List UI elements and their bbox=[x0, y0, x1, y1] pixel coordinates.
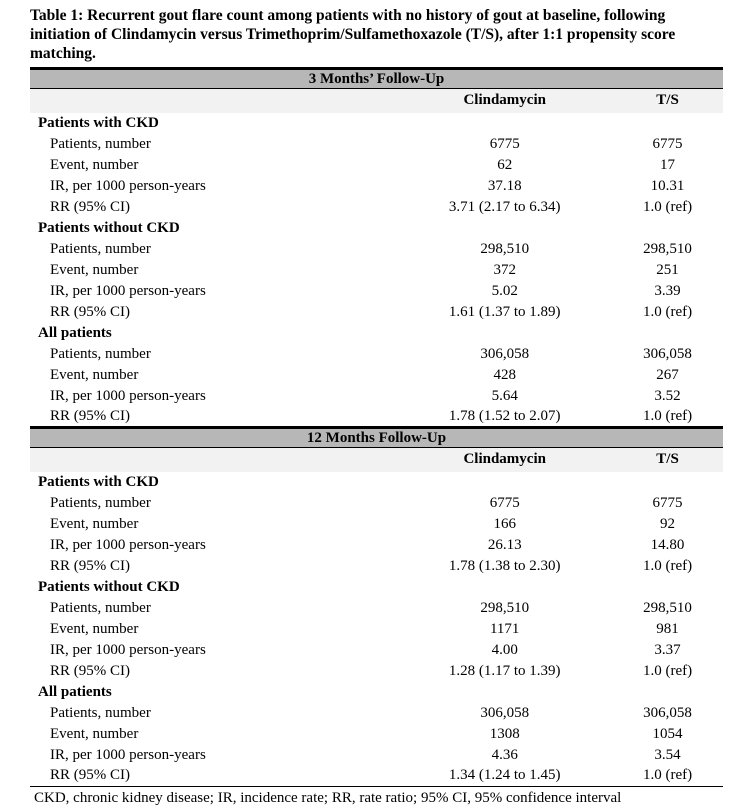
table-row bbox=[30, 302, 723, 323]
group-header-row bbox=[30, 472, 723, 493]
clindamycin-value: 5.02 bbox=[491, 282, 518, 299]
row-label: IR, per 1000 person-years bbox=[50, 536, 206, 553]
table-row bbox=[30, 197, 723, 218]
clindamycin-value: 1.28 (1.17 to 1.39) bbox=[448, 662, 561, 679]
ts-value: 981 bbox=[656, 620, 679, 637]
row-label: IR, per 1000 person-years bbox=[50, 746, 206, 763]
table-row bbox=[30, 745, 723, 766]
column-header-row bbox=[30, 448, 723, 472]
group-header-row bbox=[30, 323, 723, 344]
clindamycin-value: 1.61 (1.37 to 1.89) bbox=[448, 303, 561, 320]
section-band-row bbox=[30, 428, 723, 448]
section-heading: 12 Months Follow-Up bbox=[30, 428, 723, 448]
clindamycin-value: 372 bbox=[493, 261, 516, 278]
ts-value: 92 bbox=[660, 515, 676, 532]
column-header-clindamycin: Clindamycin bbox=[397, 89, 612, 113]
ts-value: 1.0 (ref) bbox=[612, 766, 723, 787]
table-row bbox=[30, 407, 723, 428]
ts-value: 306,058 bbox=[643, 704, 692, 721]
row-label: Event, number bbox=[50, 261, 139, 278]
empty-header-cell bbox=[30, 89, 397, 113]
ts-value: 17 bbox=[660, 156, 676, 173]
table-row bbox=[30, 661, 723, 682]
gout-flare-table bbox=[30, 67, 723, 787]
column-header-ts: T/S bbox=[612, 448, 723, 472]
column-header-ts: T/S bbox=[612, 89, 723, 113]
clindamycin-value: 3.71 (2.17 to 6.34) bbox=[448, 198, 561, 215]
row-label: RR (95% CI) bbox=[50, 303, 130, 320]
ts-value: 1.0 (ref) bbox=[642, 407, 693, 424]
group-header-row bbox=[30, 577, 723, 598]
ts-value: 3.37 bbox=[654, 641, 681, 658]
clindamycin-value: 4.00 bbox=[491, 641, 518, 658]
table-row bbox=[30, 556, 723, 577]
row-label: IR, per 1000 person-years bbox=[50, 282, 206, 299]
row-label: Event, number bbox=[50, 366, 139, 383]
ts-value: 298,510 bbox=[643, 240, 692, 257]
row-label: Patients, number bbox=[50, 345, 151, 362]
clindamycin-value: 1308 bbox=[489, 725, 520, 742]
group-label: Patients with CKD bbox=[38, 473, 159, 490]
section-band-row bbox=[30, 69, 723, 89]
clindamycin-value: 5.64 bbox=[491, 387, 518, 404]
clindamycin-value: 6775 bbox=[489, 494, 520, 511]
table-footnote: CKD, chronic kidney disease; IR, incidence rate; RR, rate ratio; 95% CI, 95% confidence interval bbox=[34, 790, 622, 806]
table-row bbox=[30, 386, 723, 407]
row-label: Event, number bbox=[50, 156, 139, 173]
section-heading: 3 Months’ Follow-Up bbox=[30, 69, 723, 89]
group-label: Patients without CKD bbox=[38, 578, 180, 595]
clindamycin-value: 1.78 (1.52 to 2.07) bbox=[448, 407, 561, 424]
ts-value: 267 bbox=[656, 366, 679, 383]
row-label: Event, number bbox=[50, 725, 139, 742]
ts-value: 306,058 bbox=[643, 345, 692, 362]
ts-value: 1054 bbox=[652, 725, 683, 742]
clindamycin-value: 26.13 bbox=[487, 536, 522, 553]
table-row bbox=[30, 281, 723, 302]
empty-header-cell bbox=[30, 448, 397, 472]
row-label: Event, number bbox=[50, 515, 139, 532]
row-label: Patients, number bbox=[50, 240, 151, 257]
clindamycin-value: 1.78 (1.38 to 2.30) bbox=[448, 557, 561, 574]
clindamycin-value: 1171 bbox=[489, 620, 520, 637]
clindamycin-value: 6775 bbox=[489, 135, 520, 152]
ts-value: 298,510 bbox=[643, 599, 692, 616]
row-label: Patients, number bbox=[50, 135, 151, 152]
table-row bbox=[30, 535, 723, 556]
clindamycin-value: 1.34 (1.24 to 1.45) bbox=[397, 766, 612, 787]
ts-value: 6775 bbox=[652, 135, 683, 152]
table-row bbox=[30, 514, 723, 535]
ts-value: 3.39 bbox=[654, 282, 681, 299]
row-label: RR (95% CI) bbox=[50, 407, 130, 424]
row-label: Patients, number bbox=[50, 494, 151, 511]
clindamycin-value: 298,510 bbox=[480, 240, 530, 257]
clindamycin-value: 428 bbox=[493, 366, 516, 383]
row-label: Event, number bbox=[50, 620, 139, 637]
table-row bbox=[30, 703, 723, 724]
row-label: Patients, number bbox=[50, 599, 151, 616]
row-label: Patients, number bbox=[50, 704, 151, 721]
table-row bbox=[30, 640, 723, 661]
table-row bbox=[30, 493, 723, 514]
row-label: RR (95% CI) bbox=[30, 766, 397, 787]
column-header-clindamycin: Clindamycin bbox=[397, 448, 612, 472]
clindamycin-value: 306,058 bbox=[480, 345, 530, 362]
ts-value: 1.0 (ref) bbox=[642, 557, 693, 574]
row-label: RR (95% CI) bbox=[50, 198, 130, 215]
clindamycin-value: 166 bbox=[493, 515, 516, 532]
table-row bbox=[30, 344, 723, 365]
group-label: Patients with CKD bbox=[38, 114, 159, 131]
ts-value: 1.0 (ref) bbox=[642, 198, 693, 215]
ts-value: 14.80 bbox=[650, 536, 685, 553]
table-row bbox=[30, 766, 723, 787]
clindamycin-value: 298,510 bbox=[480, 599, 530, 616]
row-label: RR (95% CI) bbox=[50, 557, 130, 574]
ts-value: 3.52 bbox=[654, 387, 681, 404]
clindamycin-value: 306,058 bbox=[480, 704, 530, 721]
table-row bbox=[30, 134, 723, 155]
group-header-row bbox=[30, 113, 723, 134]
table-row bbox=[30, 239, 723, 260]
ts-value: 1.0 (ref) bbox=[642, 303, 693, 320]
column-header-row bbox=[30, 89, 723, 113]
group-header-row bbox=[30, 218, 723, 239]
ts-value: 3.54 bbox=[654, 746, 681, 763]
row-label: IR, per 1000 person-years bbox=[50, 177, 206, 194]
group-label: All patients bbox=[38, 324, 112, 341]
group-label: All patients bbox=[38, 683, 112, 700]
table-row bbox=[30, 365, 723, 386]
row-label: IR, per 1000 person-years bbox=[50, 641, 206, 658]
row-label: IR, per 1000 person-years bbox=[50, 387, 206, 404]
table-title: Table 1: Recurrent gout flare count among patients with no history of gout at baseline, following initiation of Clindamycin versus Trimethoprim/Sulfamethoxazole (T/S), after 1:1 propensity score matching. bbox=[30, 7, 676, 62]
table-row bbox=[30, 155, 723, 176]
table-row bbox=[30, 260, 723, 281]
clindamycin-value: 37.18 bbox=[487, 177, 522, 194]
ts-value: 1.0 (ref) bbox=[642, 662, 693, 679]
row-label: RR (95% CI) bbox=[50, 662, 130, 679]
table-row bbox=[30, 176, 723, 197]
group-header-row bbox=[30, 682, 723, 703]
ts-value: 251 bbox=[656, 261, 679, 278]
clindamycin-value: 4.36 bbox=[491, 746, 518, 763]
group-label: Patients without CKD bbox=[38, 219, 180, 236]
ts-value: 10.31 bbox=[650, 177, 685, 194]
ts-value: 6775 bbox=[652, 494, 683, 511]
table-row bbox=[30, 724, 723, 745]
table-row bbox=[30, 598, 723, 619]
clindamycin-value: 62 bbox=[497, 156, 513, 173]
table-row bbox=[30, 619, 723, 640]
